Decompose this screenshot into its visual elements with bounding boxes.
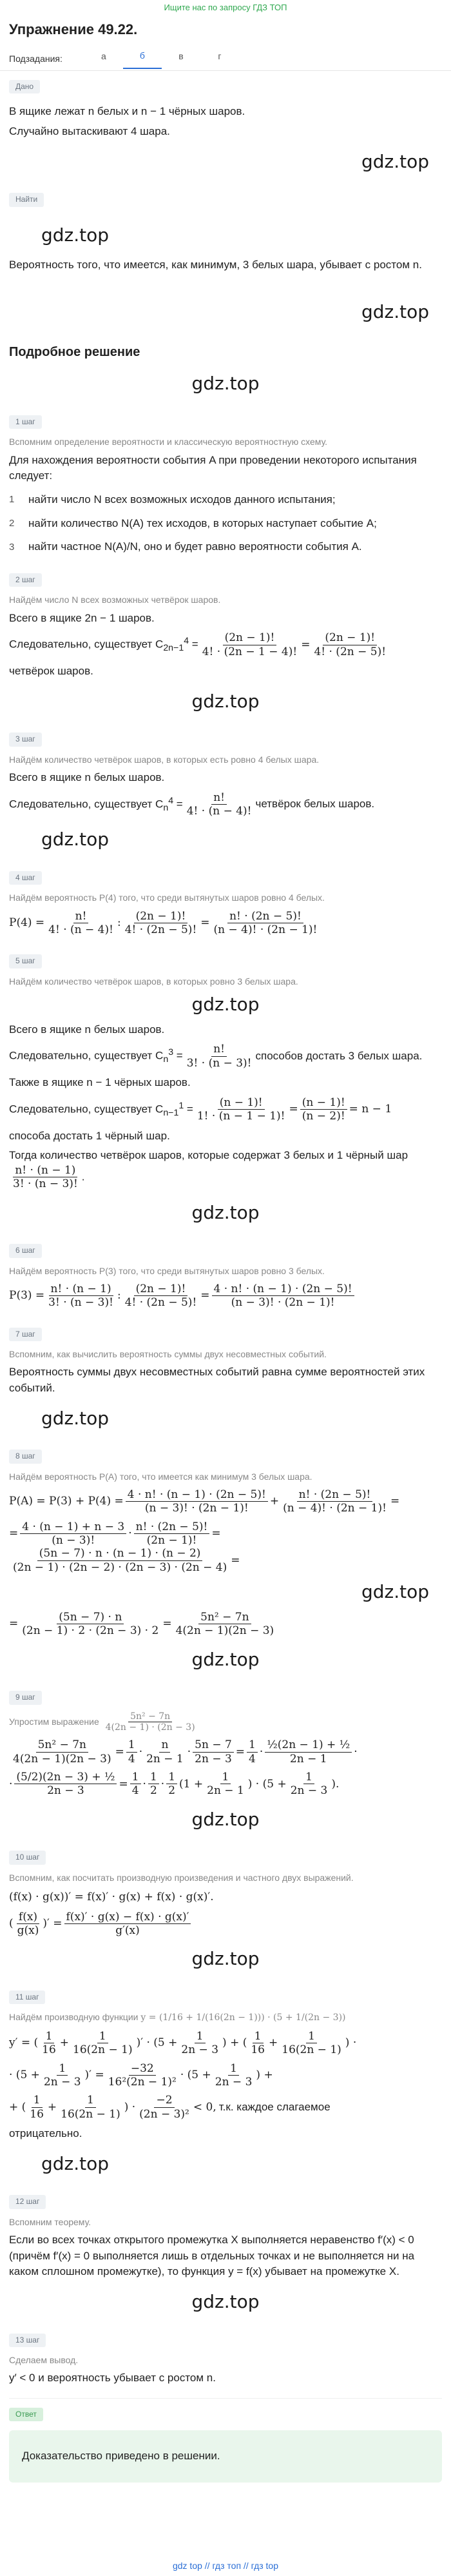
watermark: gdz.top <box>191 1808 260 1830</box>
step-tag: 1 шаг <box>9 415 42 429</box>
step-hint: Найдём количество четвёрок шаров, в которых ровно 3 белых шара. <box>9 976 298 987</box>
given-line-1: В ящике лежат n белых и n − 1 чёрных шаров. <box>9 105 245 118</box>
formula-product-rule: (f(x) · g(x))′ = f(x)′ · g(x) + f(x) · g(x)′. <box>9 1891 214 1904</box>
given-line-2: Случайно вытаскивают 4 шара. <box>9 124 170 137</box>
formula-simplify-1: $\frac{\text{5n² − 7n}}{4(2n - 1)(2n - 3)}$ = $\frac{1}{4}$ · $\frac{n}{2n - 1}$ · $\frac{5n - 7}{2n - 3}$ = $\frac{1}{4}$ · $\frac{\text{½(2n − 1) + ½}}{2n - 1}$ · <box>13 1738 358 1765</box>
step-text: отрицательно. <box>9 2127 82 2140</box>
step-tag: 4 шаг <box>9 871 42 885</box>
subtasks-row <box>0 44 451 71</box>
formula-p3: P(3) = $\frac{n! \cdot (n - 1)}{3! \cdot (n - 3)!}$ : $\frac{(2n - 1)!}{4! \cdot (2n - 5)!}$ = $\frac{4 \cdot n! \cdot (n - 1) \cdot (2n - 5)!}{(n - 3)! \cdot (2n - 1)!}$ <box>9 1283 442 1310</box>
footer-links[interactable]: gdz top // гдз топ // гдз top <box>172 2560 279 2571</box>
step-hint: Найдём вероятность P(A) того, что имеется как минимум 3 белых шара. <box>9 1471 312 1482</box>
step-7 <box>9 1319 442 1397</box>
step-1 <box>9 406 442 555</box>
step-way: способа достать 1 чёрный шар. <box>9 1129 170 1142</box>
step-5 <box>9 945 442 1190</box>
step-tag: 8 шаг <box>9 1450 42 1463</box>
formula-p4: P(4) = $\frac{n!}{4! \cdot (n - 4)!}$ : $\frac{(2n - 1)!}{4! \cdot (2n - 5)!}$ = $\frac{n! \cdot (2n - 5)!}{(n - 4)! \cdot (2n - 1)!}$ <box>9 909 318 936</box>
step-hint: Вспомним, как посчитать производную произведения и частного двух выражений. <box>9 1872 354 1883</box>
subtask-tab-b[interactable]: б <box>123 49 162 68</box>
step-3 <box>9 723 442 818</box>
solution-title: Подробное решение <box>9 345 140 360</box>
formula-c4-2n-1: Следовательно, существует $C_{2n-1}^4$ = $\frac{(2n - 1)!}{4! \cdot (2n - 1 - 4)!}$ = $\frac{(2n - 1)!}{4! \cdot (2n - 5)!}$ <box>9 631 387 658</box>
step-text: y′ < 0 и вероятность убывает с ростом n. <box>9 2372 216 2384</box>
step-hint: Сделаем вывод. <box>9 2354 79 2365</box>
step-tag: 10 шаг <box>9 1851 46 1864</box>
formula-c4-n: Следовательно, существует $C_n^4$ = $\frac{n!}{4! \cdot (n - 4)!}$ четвёрок белых шаров. <box>9 791 375 818</box>
step-tag: 7 шаг <box>9 1328 42 1341</box>
watermark: gdz.top <box>191 690 260 712</box>
answer-text: Доказательство приведено в решении. <box>22 2450 220 2463</box>
step1-list <box>9 492 442 555</box>
step-hint: Найдём количество четвёрок шаров, в которых есть ровно 4 белых шара. <box>9 754 320 765</box>
list-item: 3 найти частное N(A)/N, оно и будет равно вероятности события A. <box>9 540 362 553</box>
step-13 <box>9 2325 442 2386</box>
subtasks-label: Подзадания: <box>9 54 62 64</box>
subtask-tab-a[interactable]: а <box>101 51 106 62</box>
subtask-tab-v[interactable]: в <box>178 51 184 62</box>
step-text: Всего в ящике n белых шаров. <box>9 1023 165 1036</box>
step-tail: четвёрок шаров. <box>9 664 93 677</box>
answer-tag: Ответ <box>9 2408 43 2421</box>
step-8 <box>9 1440 442 1637</box>
step-text: Вероятность суммы двух несовместных событий равна сумме вероятностей этих событий. <box>9 1366 425 1394</box>
step-tag: 2 шаг <box>9 573 42 587</box>
step-tag: 11 шаг <box>9 1991 45 2004</box>
divider <box>9 2398 442 2399</box>
step-hint: Вспомним теорему. <box>9 2216 91 2227</box>
find-tag: Найти <box>9 193 44 206</box>
watermark: gdz.top <box>41 224 110 246</box>
watermark: gdz.top <box>41 1407 110 1429</box>
formula-derivative-2: · (5 + $\frac{1}{2n - 3}$ )′ = $\frac{-32}{\text{16²(2n − 1)²}}$ · (5 + $\frac{1}{2n - 3}$ ) + <box>9 2061 273 2089</box>
solution-section <box>0 299 451 2483</box>
watermark: gdz.top <box>361 150 429 172</box>
subtask-tab-g[interactable]: г <box>218 51 222 62</box>
step-tag: 3 шаг <box>9 732 42 746</box>
step-text: Если во всех точках открытого промежутка X выполняется неравенство f′(x) < 0 (причём f′(x) = 0 выполняется лишь в отдельных точках и не выполняется ни на каком сплошном промежутке), то функция y = f(x) убывает на промежутке X. <box>9 2233 415 2278</box>
formula-pa-3: = $\frac{(5n - 7) \cdot n}{(2n - 1) \cdot 2 \cdot (2n - 3) \cdot 2}$ = $\frac{\text{5n² − 7n}}{4(2n - 1)(2n - 3)}$ <box>9 1610 274 1638</box>
step-hint: Найдём вероятность P(3) того, что среди вытянутых шаров ровно 3 белых. <box>9 1265 325 1276</box>
formula-c1-n-1: Следовательно, существует $C_{n-1}^1$ = $\frac{(n - 1)!}{1! \cdot (n - 1 - 1)!}$ = $\frac{(n - 1)!}{(n - 2)!}$ = n − 1 <box>9 1096 392 1123</box>
watermark: gdz.top <box>191 373 260 395</box>
step-6 <box>9 1235 442 1309</box>
step-tag: 13 шаг <box>9 2334 46 2347</box>
formula-derivative-3: + ( $\frac{1}{16}$ + $\frac{1}{16(2n - 1)}$ ) · $\frac{-2}{\text{(2n − 3)²}}$ < 0, т.к. каждое слагаемое <box>9 2094 331 2121</box>
watermark: gdz.top <box>41 829 110 850</box>
find-line: Вероятность того, что имеется, как минимум, 3 белых шара, убывает с ростом n. <box>9 259 422 271</box>
step-2 <box>9 564 442 680</box>
given-section <box>0 71 451 273</box>
list-item: 2 найти количество N(A) тех исходов, в которых наступает событие A; <box>9 516 377 529</box>
watermark: gdz.top <box>191 1948 260 1970</box>
step-hint: Найдём число N всех возможных четвёрок шаров. <box>9 595 221 605</box>
list-item: 1 найти число N всех возможных исходов данного испытания; <box>9 493 336 506</box>
top-search-link[interactable]: Ищите нас по запросу ГДЗ ТОП <box>164 3 287 12</box>
step-hint: Найдём вероятность P(4) того, что среди вытянутых шаров ровно 4 белых. <box>9 892 325 903</box>
watermark: gdz.top <box>191 1648 260 1670</box>
step-hint: Вспомним, как вычислить вероятность суммы двух несовместных событий. <box>9 1349 327 1360</box>
watermark: gdz.top <box>41 2152 110 2174</box>
formula-derivative-1: y′ = ( $\frac{1}{16}$ + $\frac{1}{16(2n - 1)}$ )′ · (5 + $\frac{1}{2n - 3}$ ) + ( $\frac{1}{16}$ + $\frac{1}{16(2n - 1)}$ ) · <box>9 2029 357 2057</box>
step-11 <box>9 1981 442 2142</box>
watermark: gdz.top <box>361 1581 429 1603</box>
step-hint: Найдём производную функции y = (1/16 + 1/(16(2n − 1))) · (5 + 1/(2n − 3)) <box>9 2012 346 2023</box>
watermark: gdz.top <box>191 1201 260 1223</box>
formula-simplify-2: · $\frac{\text{(5/2)(2n − 3) + ½}}{2n - 3}$ = $\frac{1}{4}$ · $\frac{1}{2}$ · $\frac{1}{2}$ (1 + $\frac{1}{2n - 1}$ ) · (5 + $\frac{1}{2n - 3}$ ). <box>9 1770 340 1798</box>
step-text: Для нахождения вероятности события A при проведении некоторого испытания следует: <box>9 453 417 482</box>
watermark: gdz.top <box>191 994 260 1016</box>
step-total: Тогда количество четвёрок шаров, которые содержат 3 белых и 1 чёрный шар $\frac{n! \cdot (n - 1)}{3! \cdot (n - 3)!}$ . <box>9 1149 408 1191</box>
exercise-title: Упражнение 49.22. <box>9 21 138 37</box>
step-tag: 12 шаг <box>9 2195 46 2208</box>
step-4 <box>9 862 442 936</box>
step-9 <box>9 1682 442 1798</box>
given-tag: Дано <box>9 80 40 93</box>
step-text: Всего в ящике 2n − 1 шаров. <box>9 611 155 624</box>
formula-c3-n: Следовательно, существует $C_n^3$ = $\frac{n!}{3! \cdot (n - 3)!}$ способов достать 3 белых шара. <box>9 1043 423 1070</box>
watermark: gdz.top <box>361 300 429 322</box>
formula-pa-1: P(A) = P(3) + P(4) = $\frac{4 \cdot n! \cdot (n - 1) \cdot (2n - 5)!}{(n - 3)! \cdot (2n - 1)!}$ + $\frac{n! \cdot (2n - 5)!}{(n - 4)! \cdot (2n - 1)!}$ = <box>9 1488 400 1515</box>
step-tag: 9 шаг <box>9 1691 42 1704</box>
step-hint: Вспомним определение вероятности и классическую вероятностную схему. <box>9 437 328 447</box>
step-hint: Упростим выражение $\frac{\text{5n² − 7n}}{4(2n - 1) \cdot (2n - 3)}$ <box>9 1711 195 1733</box>
step-black: Также в ящике n − 1 чёрных шаров. <box>9 1076 191 1089</box>
step-text: Всего в ящике n белых шаров. <box>9 771 165 783</box>
step-tag: 6 шаг <box>9 1244 42 1257</box>
formula-pa-2: = $\frac{4 \cdot (n - 1) + n - 3}{(n - 3)!}$ · $\frac{n! \cdot (2n - 5)!}{(2n - 1)!}$ = $\frac{(5n - 7) \cdot n \cdot (n - 1) \cdot (n - 2)}{(2n - 1) \cdot (2n - 2) \cdot (2n - 3) \cdot (2n - 4)}$ = <box>9 1520 240 1574</box>
step-12 <box>9 2186 442 2280</box>
answer-box <box>9 2430 442 2483</box>
formula-quotient-rule: ( $\frac{f(x)}{g(x)}$ )′ = $\frac{f(x)' \cdot g(x) - f(x) \cdot g(x)'}{g'(x)}$ <box>9 1911 442 1938</box>
watermark: gdz.top <box>191 2290 260 2312</box>
step-10 <box>9 1842 442 1937</box>
step-tag: 5 шаг <box>9 954 42 968</box>
